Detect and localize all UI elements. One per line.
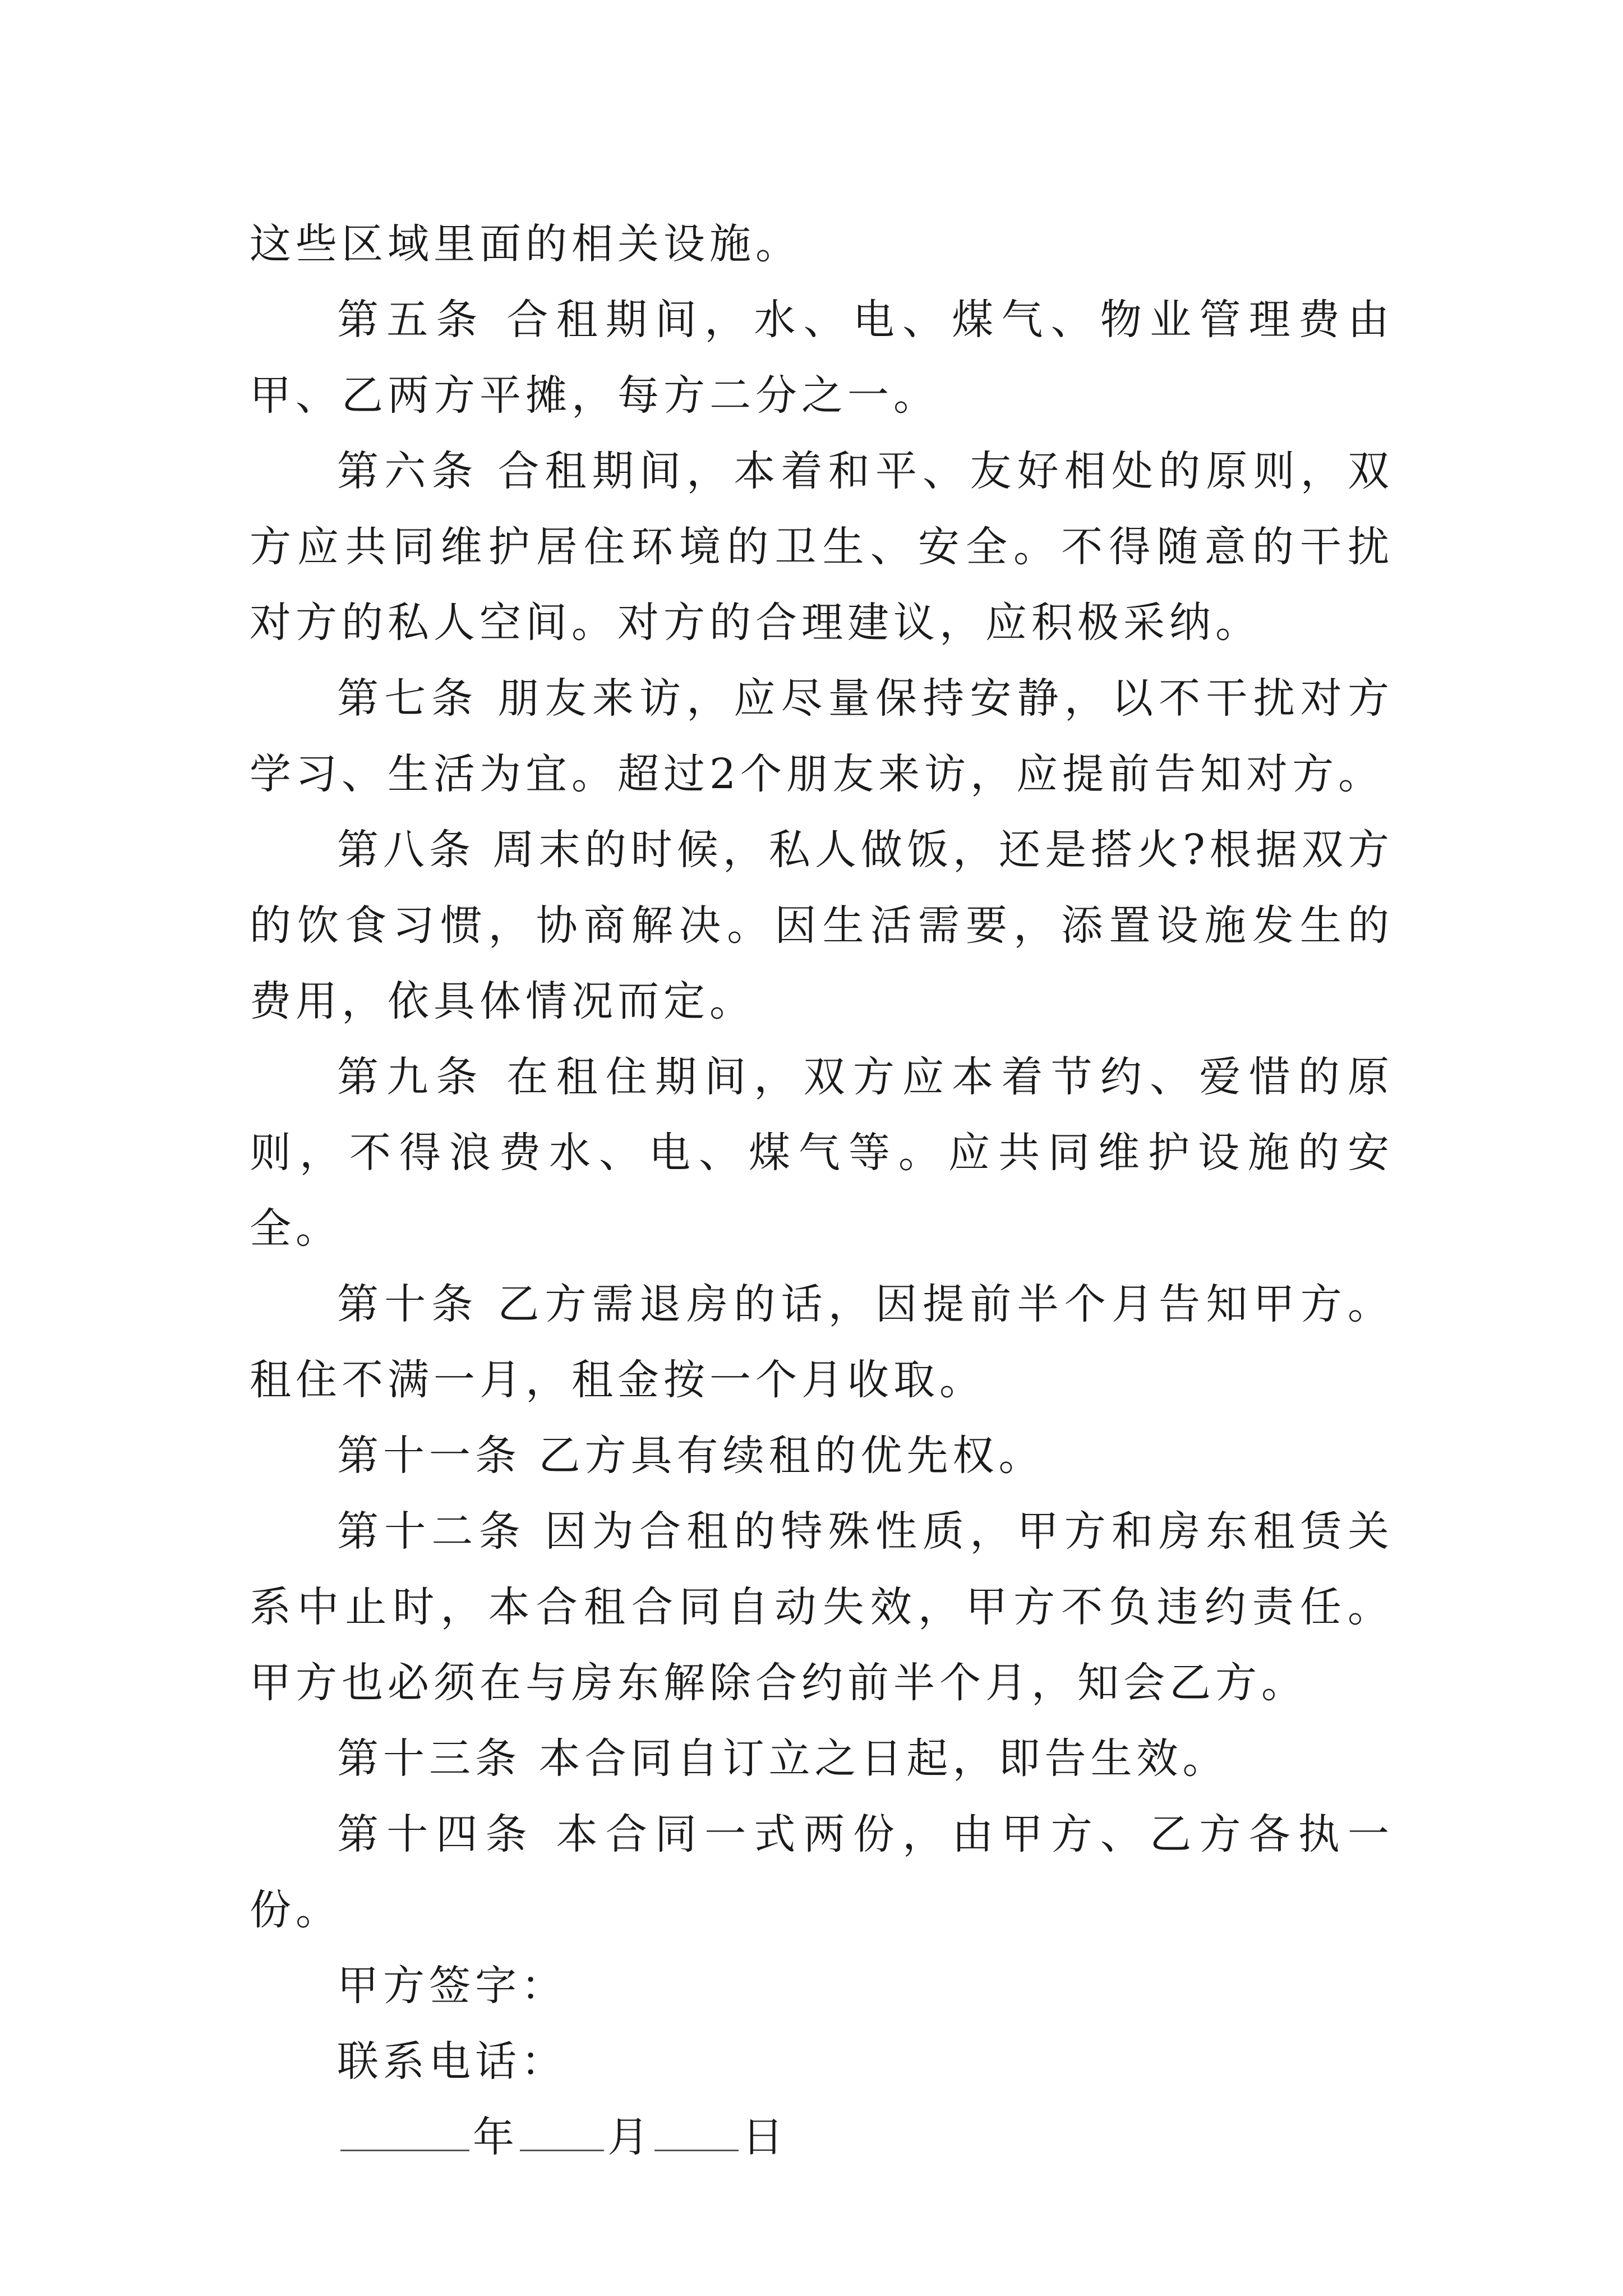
article-8: 第八条 周末的时候，私人做饭，还是搭火?根据双方的饮食习惯，协商解决。因生活需要，添置设施发生的费用，依具体情况而定。 [250,826,1394,1025]
article-13: 第十三条 本合同自订立之日起，即告生效。 [337,1734,1229,1783]
month-blank [520,2115,604,2151]
article-14: 第十四条 本合同一式两份，由甲方、乙方各执一份。 [250,1810,1394,1934]
article-9: 第九条 在租住期间，双方应本着节约、爱惜的原则，不得浪费水、电、煤气等。应共同维护设施的安全。 [250,1053,1394,1253]
paragraph-continuation: 这些区域里面的相关设施。 [250,220,801,268]
article-10: 第十条 乙方需退房的话，因提前半个月告知甲方。租住不满一月，租金按一个月收取。 [250,1280,1394,1404]
signature-date [250,2100,1394,2175]
article-5: 第五条 合租期间，水、电、煤气、物业管理费由甲、乙两方平摊，每方二分之一。 [250,296,1394,420]
month-label: 月 [607,2113,651,2161]
article-12: 第十二条 因为合租的特殊性质，甲方和房东租赁关系中止时，本合租合同自动失效，甲方不负违约责任。甲方也必须在与房东解除合约前半个月，知会乙方。 [250,1507,1394,1707]
day-blank [654,2115,739,2151]
year-blank [340,2115,469,2151]
document-body [250,206,1394,2175]
article-7: 第七条 朋友来访，应尽量保持安静，以不干扰对方学习、生活为宜。超过2个朋友来访，应提前告知对方。 [250,674,1394,798]
article-11: 第十一条 乙方具有续租的优先权。 [337,1432,1045,1480]
contact-phone-label: 联系电话： [337,2037,567,2086]
year-label: 年 [473,2113,517,2161]
party-a-signature-label: 甲方签字： [337,1962,567,2010]
day-label: 日 [742,2113,786,2161]
article-6: 第六条 合租期间，本着和平、友好相处的原则，双方应共同维护居住环境的卫生、安全。不得随意的干扰对方的私人空间。对方的合理建议，应积极采纳。 [250,447,1394,647]
